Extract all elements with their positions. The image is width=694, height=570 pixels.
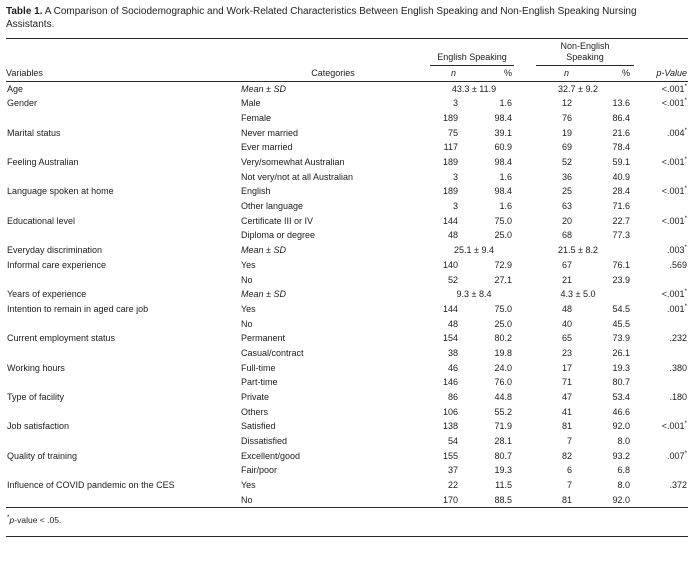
nes-pct-cell: 8.0: [617, 436, 630, 447]
comparison-table: [6, 38, 688, 508]
p-value-cell: [634, 272, 688, 287]
group-header-english-speaking: [426, 39, 522, 67]
p-value-cell: <.001*: [661, 82, 687, 94]
es-pct-cell: 11.5: [495, 480, 512, 491]
es-n-cell: 170: [426, 493, 472, 508]
nes-pct-cell: 86.4: [612, 112, 630, 123]
es-pct-cell: 25.0: [494, 230, 512, 241]
category-cell: Part-time: [241, 377, 278, 388]
variable-cell: [6, 199, 240, 214]
table-caption: A Comparison of Sociodemographic and Work-Related Characteristics Between English Speaking and Non-English Speaking Nursing Assistants.: [6, 6, 637, 30]
category-cell: Fair/poor: [241, 465, 278, 476]
table-row: [6, 390, 688, 405]
p-value-cell: .569: [669, 259, 687, 270]
variable-cell: Informal care experience: [7, 259, 107, 270]
table-row: [6, 272, 688, 287]
p-value-cell: [634, 434, 688, 449]
nes-pct-cell: 26.1: [612, 347, 630, 358]
table-body: [6, 81, 688, 508]
variable-cell: Working hours: [7, 362, 65, 373]
p-value-cell: .004*: [666, 126, 687, 138]
category-cell: Female: [241, 112, 272, 123]
footnote-text: -value < .05.: [14, 515, 62, 526]
es-n-cell: 144: [442, 303, 458, 314]
nes-pct-cell: 78.4: [612, 142, 630, 153]
p-value-cell: [634, 463, 688, 478]
significance-asterisk: *: [684, 244, 687, 252]
variable-cell: Type of facility: [7, 392, 65, 403]
es-pct-cell: 1.6: [499, 201, 512, 212]
es-pct-cell: 60.9: [494, 142, 512, 153]
es-pct-cell: 75.0: [494, 215, 512, 226]
table-row: [6, 419, 688, 434]
p-value-cell: .380: [669, 362, 687, 373]
es-pct-cell: 75.0: [494, 303, 512, 314]
nes-n-cell: 63: [561, 201, 572, 212]
category-cell: Permanent: [241, 333, 286, 344]
nes-n-cell: 71: [561, 377, 572, 388]
col-header-nes-pct: %: [578, 66, 634, 81]
p-value-cell: .180: [669, 392, 687, 403]
nes-pct-cell: 13.6: [612, 98, 630, 109]
es-pct-cell: 80.7: [494, 450, 512, 461]
es-pct-cell: 72.9: [494, 259, 512, 270]
table-row: [6, 449, 688, 464]
p-value-cell: <.001*: [661, 420, 687, 432]
nes-pct-cell: 28.4: [612, 186, 630, 197]
nes-pct-cell: 77.3: [612, 230, 630, 241]
table-row: [6, 140, 688, 155]
variable-cell: Current employment status: [7, 333, 116, 344]
table-row: [6, 214, 688, 229]
nes-n-cell: 47: [561, 392, 572, 403]
p-value-cell: [634, 199, 688, 214]
nes-mean-cell: 4.3 ± 5.0: [560, 289, 596, 300]
es-pct-cell: 1.6: [499, 98, 512, 109]
es-pct-cell: 24.0: [494, 362, 512, 373]
significance-asterisk: *: [684, 97, 687, 105]
table-row: [6, 155, 688, 170]
nes-pct-cell: 53.4: [612, 392, 630, 403]
variable-cell: [6, 140, 240, 155]
category-cell: Yes: [241, 303, 256, 314]
nes-n-cell: 81: [522, 493, 578, 508]
variable-cell: Everyday discrimination: [7, 245, 103, 256]
variable-cell: [6, 170, 240, 185]
table-row: [6, 478, 688, 493]
variable-cell: [6, 346, 240, 361]
nes-pct-cell: 59.1: [612, 157, 630, 168]
table-row: [6, 228, 688, 243]
table-row: [6, 126, 688, 141]
p-value-cell: [634, 405, 688, 420]
table-row: [6, 434, 688, 449]
p-value-cell: .003*: [666, 244, 687, 256]
significance-asterisk: *: [684, 449, 687, 457]
es-pct-cell: 88.5: [472, 493, 522, 508]
significance-asterisk: *: [684, 82, 687, 90]
table-row: [6, 243, 688, 258]
es-pct-cell: 25.0: [494, 318, 512, 329]
group-header-row: [6, 39, 688, 67]
es-n-cell: 46: [447, 362, 458, 373]
table-row: [6, 361, 688, 376]
nes-pct-cell: 22.7: [612, 215, 630, 226]
nes-pct-cell: 8.0: [617, 480, 630, 491]
nes-mean-cell: 32.7 ± 9.2: [558, 83, 598, 94]
nes-n-cell: 25: [561, 186, 572, 197]
es-n-cell: 3: [452, 98, 458, 109]
table-row: [6, 199, 688, 214]
category-cell: Yes: [241, 259, 256, 270]
nes-n-cell: 69: [561, 142, 572, 153]
variable-cell: [6, 272, 240, 287]
variable-cell: Intention to remain in aged care job: [7, 303, 149, 314]
category-cell: Male: [241, 98, 261, 109]
nes-pct-cell: 93.2: [612, 450, 630, 461]
variable-cell: Age: [7, 83, 24, 94]
p-value-cell: <.001*: [661, 156, 687, 168]
category-cell: Excellent/good: [241, 450, 301, 461]
es-pct-cell: 39.1: [494, 127, 512, 138]
nes-n-cell: 48: [561, 303, 572, 314]
category-cell: Very/somewhat Australian: [241, 157, 345, 168]
es-n-cell: 140: [442, 259, 458, 270]
es-pct-cell: 55.2: [494, 406, 512, 417]
es-n-cell: 189: [442, 157, 458, 168]
table-row: [6, 184, 688, 199]
p-value-cell: [634, 228, 688, 243]
nes-n-cell: 36: [561, 171, 572, 182]
significance-asterisk: *: [684, 302, 687, 310]
es-n-cell: 3: [452, 201, 458, 212]
nes-pct-cell: 73.9: [612, 333, 630, 344]
category-cell: No: [240, 493, 426, 508]
col-header-nes-n: n: [522, 66, 578, 81]
footnote-p-symbol: p: [9, 515, 15, 526]
category-cell: Ever married: [241, 142, 293, 153]
col-header-p-value: p-Value: [634, 39, 688, 82]
category-cell: No: [241, 274, 253, 285]
significance-asterisk: *: [684, 420, 687, 428]
nes-pct-cell: 23.9: [612, 274, 630, 285]
category-cell: Casual/contract: [241, 347, 304, 358]
es-n-cell: 75: [447, 127, 458, 138]
es-pct-cell: 28.1: [494, 436, 512, 447]
es-pct-cell: 98.4: [494, 157, 512, 168]
es-n-cell: 189: [442, 112, 458, 123]
es-n-cell: 155: [442, 450, 458, 461]
category-cell: Certificate III or IV: [241, 215, 314, 226]
es-mean-cell: 25.1 ± 9.4: [454, 245, 494, 256]
table-row: [6, 111, 688, 126]
nes-pct-cell: 46.6: [612, 406, 630, 417]
category-cell: Dissatisfied: [241, 436, 288, 447]
es-n-cell: 144: [442, 215, 458, 226]
es-n-cell: 3: [452, 171, 458, 182]
p-value-cell: [634, 317, 688, 332]
nes-n-cell: 52: [561, 157, 572, 168]
variable-cell: [6, 317, 240, 332]
nes-n-cell: 17: [561, 362, 572, 373]
variable-cell: [6, 111, 240, 126]
significance-asterisk: *: [684, 156, 687, 164]
nes-n-cell: 41: [561, 406, 572, 417]
nes-n-cell: 68: [561, 230, 572, 241]
variable-cell: Influence of COVID pandemic on the CES: [7, 480, 175, 491]
es-n-cell: 48: [447, 230, 458, 241]
col-header-variables: Variables: [6, 39, 240, 82]
es-mean-cell: 9.3 ± 8.4: [456, 289, 492, 300]
es-n-cell: 146: [442, 377, 458, 388]
nes-pct-cell: 92.0: [612, 421, 630, 432]
category-cell: Private: [241, 392, 270, 403]
es-pct-cell: 76.0: [494, 377, 512, 388]
es-n-cell: 189: [442, 186, 458, 197]
category-cell: No: [241, 318, 253, 329]
nes-pct-cell: 71.6: [612, 201, 630, 212]
group-label-non-english-line1: Non-English: [560, 41, 610, 51]
col-header-es-n: n: [426, 66, 472, 81]
variable-cell: [6, 463, 240, 478]
es-n-cell: 117: [443, 142, 458, 153]
table-footnote: [6, 508, 688, 537]
es-n-cell: 138: [442, 421, 458, 432]
nes-n-cell: 81: [561, 421, 572, 432]
es-n-cell: 22: [447, 480, 458, 491]
table-row: [6, 96, 688, 111]
es-n-cell: 48: [447, 318, 458, 329]
variable-cell: Language spoken at home: [7, 186, 114, 197]
p-value-cell: <.001*: [661, 214, 687, 226]
significance-asterisk: *: [684, 185, 687, 193]
p-value-cell: .001*: [666, 302, 687, 314]
es-n-cell: 54: [447, 436, 458, 447]
es-n-cell: 86: [447, 392, 458, 403]
p-value-cell: [634, 111, 688, 126]
nes-pct-cell: 45.5: [612, 318, 630, 329]
table-row: [6, 375, 688, 390]
variable-cell: Quality of training: [7, 450, 78, 461]
es-pct-cell: 44.8: [494, 392, 512, 403]
footnote-significance-marker: *: [7, 514, 10, 522]
significance-asterisk: *: [684, 126, 687, 134]
significance-asterisk: *: [684, 288, 687, 296]
nes-n-cell: 7: [566, 436, 572, 447]
nes-n-cell: 19: [561, 127, 572, 138]
variable-cell: Years of experience: [7, 289, 87, 300]
category-cell: Full-time: [241, 362, 276, 373]
category-cell: Yes: [241, 480, 256, 491]
p-value-cell: <.001*: [661, 97, 687, 109]
es-pct-cell: 80.2: [494, 333, 512, 344]
category-cell: Diploma or degree: [241, 230, 316, 241]
es-pct-cell: 27.1: [494, 274, 512, 285]
category-cell: Not very/not at all Australian: [241, 171, 354, 182]
es-pct-cell: 98.4: [494, 186, 512, 197]
nes-n-cell: 7: [566, 480, 572, 491]
group-label-english-speaking: English Speaking: [437, 52, 507, 62]
nes-pct-cell: 40.9: [612, 171, 630, 182]
table-row: [6, 287, 688, 302]
nes-n-cell: 21: [561, 274, 572, 285]
nes-n-cell: 23: [561, 347, 572, 358]
category-cell: English: [241, 186, 271, 197]
p-value-cell: <.001*: [661, 185, 687, 197]
es-n-cell: 154: [442, 333, 458, 344]
nes-pct-cell: 54.5: [612, 303, 630, 314]
nes-pct-cell: 92.0: [578, 493, 634, 508]
table-row: [6, 258, 688, 273]
table-label: Table 1.: [6, 6, 43, 17]
table-row: [6, 331, 688, 346]
p-value-cell: [634, 375, 688, 390]
nes-n-cell: 12: [561, 98, 572, 109]
table-row: [6, 317, 688, 332]
variable-cell: [6, 405, 240, 420]
table-row: [6, 493, 688, 508]
category-cell: Mean ± SD: [241, 83, 286, 94]
table-row: [6, 346, 688, 361]
variable-cell: Job satisfaction: [7, 421, 70, 432]
p-value-cell: [634, 140, 688, 155]
table-row: [6, 81, 688, 96]
variable-cell: [6, 375, 240, 390]
table-row: [6, 170, 688, 185]
p-value-cell: [634, 170, 688, 185]
col-header-es-pct: %: [472, 66, 522, 81]
nes-pct-cell: 19.3: [612, 362, 630, 373]
es-pct-cell: 71.9: [494, 421, 512, 432]
nes-n-cell: 6: [566, 465, 572, 476]
variable-cell: Feeling Australian: [7, 157, 79, 168]
nes-pct-cell: 21.6: [612, 127, 630, 138]
p-value-cell: <.001*: [661, 288, 687, 300]
p-value-cell: [634, 493, 688, 508]
es-pct-cell: 98.4: [494, 112, 512, 123]
nes-n-cell: 67: [561, 259, 572, 270]
table-row: [6, 463, 688, 478]
p-value-cell: .007*: [666, 449, 687, 461]
nes-n-cell: 20: [561, 215, 572, 226]
variable-cell: [6, 434, 240, 449]
es-n-cell: 38: [447, 347, 458, 358]
category-cell: Mean ± SD: [241, 289, 286, 300]
variable-cell: [6, 493, 240, 508]
nes-mean-cell: 21.5 ± 8.2: [558, 245, 598, 256]
p-value-cell: .232: [669, 333, 687, 344]
variable-cell: [6, 228, 240, 243]
significance-asterisk: *: [684, 214, 687, 222]
es-mean-cell: 43.3 ± 11.9: [451, 83, 497, 94]
group-header-non-english-speaking: [522, 39, 634, 67]
category-cell: Other language: [241, 201, 304, 212]
nes-pct-cell: 6.8: [617, 465, 630, 476]
category-cell: Satisfied: [241, 421, 276, 432]
nes-pct-cell: 80.7: [612, 377, 630, 388]
category-cell: Never married: [241, 127, 299, 138]
nes-n-cell: 82: [561, 450, 572, 461]
variable-cell: Gender: [7, 98, 38, 109]
group-label-non-english-line2: Speaking: [566, 52, 604, 62]
nes-n-cell: 40: [561, 318, 572, 329]
category-cell: Others: [241, 406, 269, 417]
p-value-cell: .372: [669, 480, 687, 491]
nes-n-cell: 65: [561, 333, 572, 344]
es-pct-cell: 19.8: [494, 347, 512, 358]
table-row: [6, 302, 688, 317]
es-n-cell: 37: [447, 465, 458, 476]
col-header-categories: Categories: [240, 39, 426, 82]
nes-n-cell: 76: [561, 112, 572, 123]
p-value-cell: [634, 346, 688, 361]
es-n-cell: 106: [442, 406, 458, 417]
nes-pct-cell: 76.1: [612, 259, 630, 270]
category-cell: Mean ± SD: [241, 245, 286, 256]
variable-cell: Educational level: [7, 215, 76, 226]
es-n-cell: 52: [447, 274, 458, 285]
es-pct-cell: 19.3: [494, 465, 512, 476]
variable-cell: Marital status: [7, 127, 61, 138]
es-pct-cell: 1.6: [499, 171, 512, 182]
table-title: [6, 5, 661, 31]
table-row: [6, 405, 688, 420]
